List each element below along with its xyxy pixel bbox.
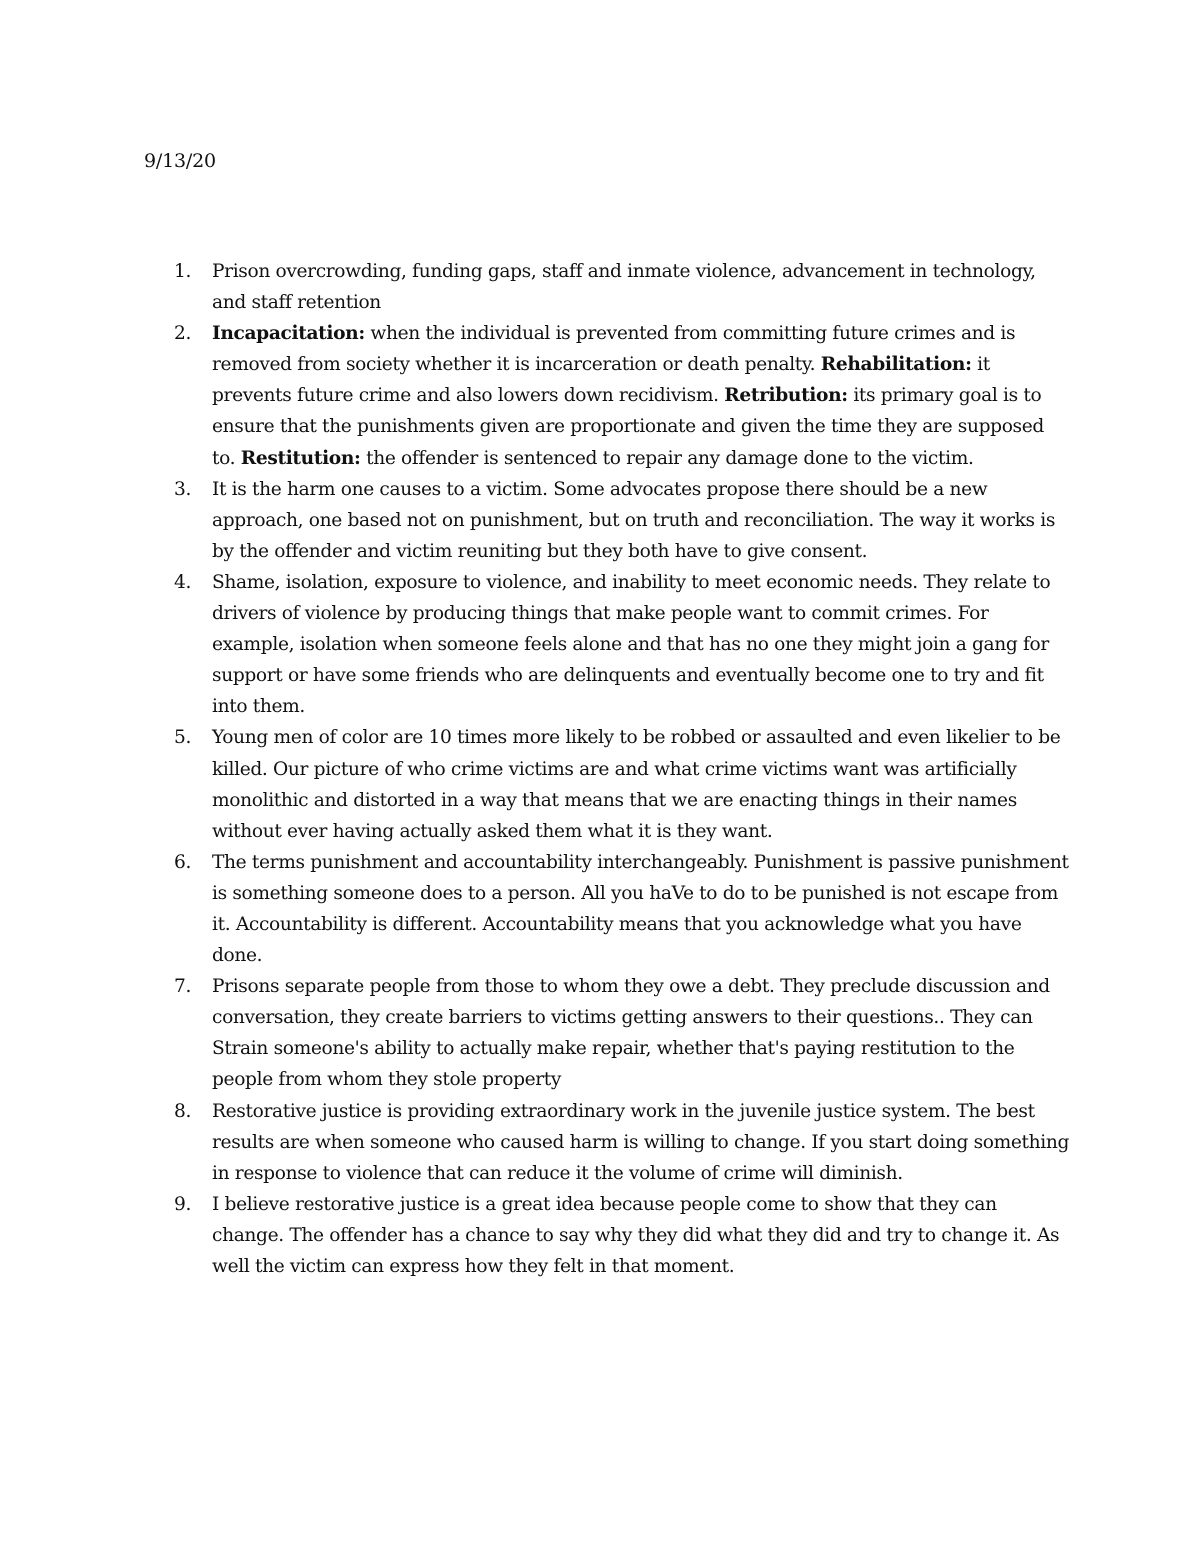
definition-incapacitation: when the individual is prevented from committing future crimes and is removed from society whether it is incarceration or death penalty.: [212, 323, 1016, 376]
item-number: 5.: [174, 727, 192, 749]
list-item: [174, 971, 1072, 1095]
item-number: 9.: [174, 1193, 192, 1215]
term-restitution: Restitution:: [240, 447, 361, 469]
item-text: Prisons separate people from those to whom they owe a debt. They preclude discussion and conversation, they create barriers to victims getting answers to their questions.. They can Strain someone's ability to actually make repair, whether that's paying restitution to the people from whom they stole property: [212, 976, 1050, 1091]
item-number: 1.: [174, 261, 192, 282]
item-number: 3.: [174, 478, 192, 500]
item-text: I believe restorative justice is a great idea because people come to show that they can change. The offender has a chance to say why they did what they did and try to change it. As well the victim can express how they felt in that moment.: [212, 1193, 1060, 1277]
list-item: [174, 256, 1072, 318]
list-item: [174, 318, 1072, 473]
item-number: 8.: [174, 1100, 192, 1122]
term-rehabilitation: Rehabilitation:: [820, 354, 972, 376]
list-item: [174, 1189, 1072, 1282]
answer-list: [174, 256, 1072, 1282]
list-item: [174, 722, 1072, 846]
definition-retribution: its primary goal is to ensure that the punishments given are proportionate and given the time they are supposed to.: [212, 385, 1044, 469]
term-retribution: Retribution:: [724, 385, 848, 407]
term-incapacitation: Incapacitation:: [212, 323, 365, 345]
item-text: Prison overcrowding, funding gaps, staff and inmate violence, advancement in technology, and staff retention: [212, 261, 1036, 314]
item-text: Young men of color are 10 times more likely to be robbed or assaulted and even likelier to be killed. Our picture of who crime victims are and what crime victims want was artificially monolithic and distorted in a way that means that we are enacting things in their names without ever having actually asked them what it is they want.: [212, 727, 1061, 842]
list-item: [174, 567, 1072, 722]
list-item: [174, 1096, 1072, 1189]
item-number: 4.: [174, 571, 192, 593]
item-number: 2.: [174, 323, 192, 345]
item-text: Restorative justice is providing extraordinary work in the juvenile justice system. The best results are when someone who caused harm is willing to change. If you start doing something in response to violence that can reduce it the volume of crime will diminish.: [212, 1100, 1070, 1184]
item-number: 7.: [174, 976, 192, 998]
item-text: Shame, isolation, exposure to violence, and inability to meet economic needs. They relate to drivers of violence by producing things that make people want to commit crimes. For example, isolation when someone feels alone and that has no one they might join a gang for support or have some friends who are delinquents and eventually become one to try and fit into them.: [212, 571, 1051, 718]
item-text: The terms punishment and accountability interchangeably. Punishment is passive punishment is something someone does to a person. All you haVe to do to be punished is not escape from it. Accountability is different. Accountability means that you acknowledge what you have done.: [212, 851, 1069, 967]
definition-restitution: the offender is sentenced to repair any damage done to the victim.: [360, 447, 974, 469]
item-text: It is the harm one causes to a victim. Some advocates propose there should be a new approach, one based not on punishment, but on truth and reconciliation. The way it works is by the offender and victim reuniting but they both have to give consent.: [212, 478, 1056, 562]
document-date: 9/13/20: [144, 150, 216, 172]
item-number: 6.: [174, 851, 192, 873]
list-item: [174, 474, 1072, 567]
list-item: [174, 847, 1072, 971]
definition-rehabilitation: it prevents future crime and also lowers down recidivism.: [212, 354, 990, 407]
